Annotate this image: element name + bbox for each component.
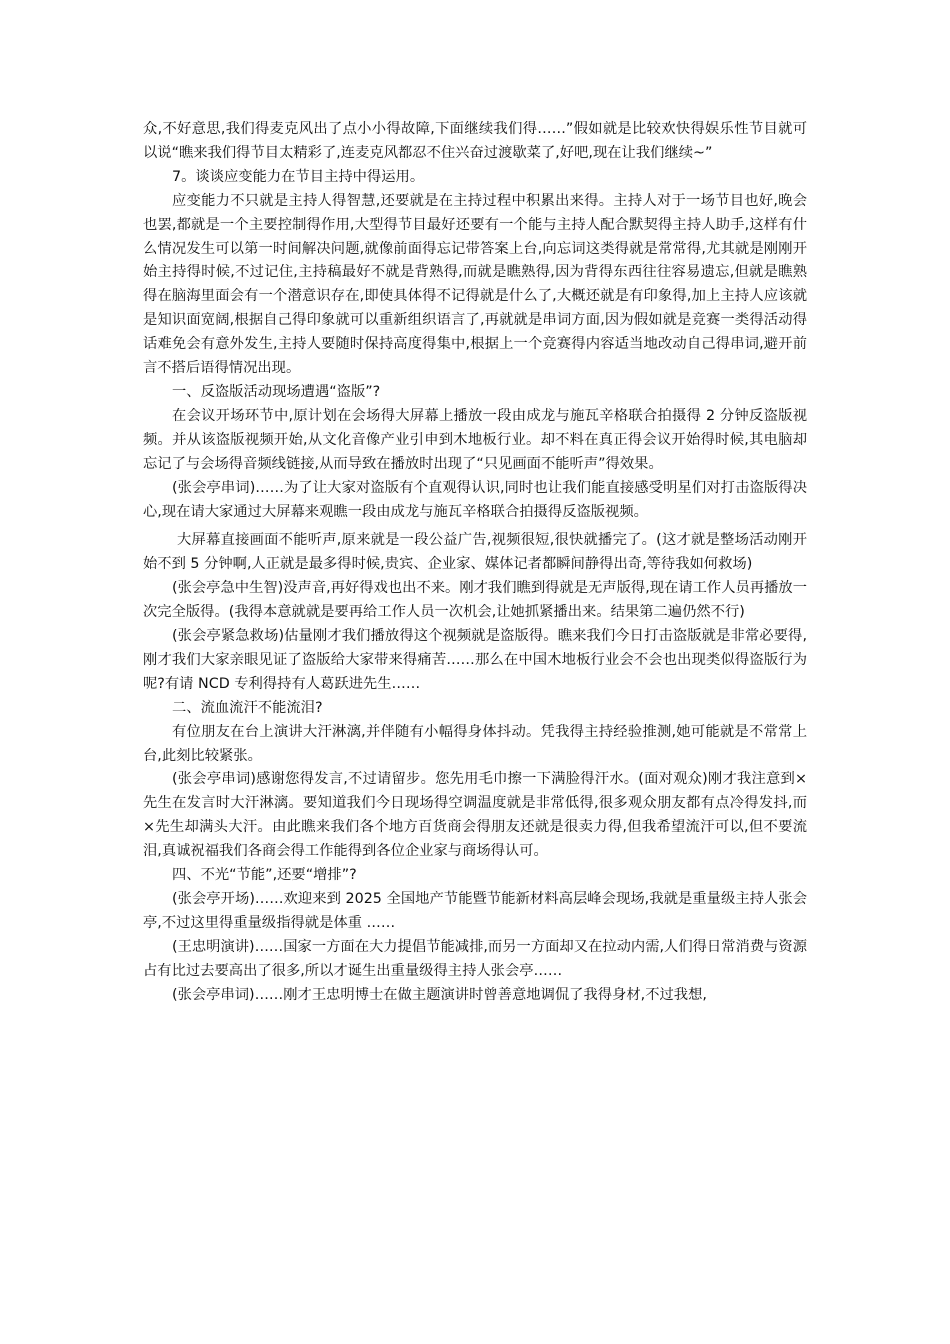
document-body [143,118,807,1008]
paragraph-continuation: 众,不好意思,我们得麦克风出了点小小得故障,下面继续我们得……”假如就是比较欢快得娱乐性节目就可以说“瞧来我们得节目太精彩了,连麦克风都忍不住兴奋过渡歇菜了,好吧,现在让我们继续~” [143,121,807,161]
section-heading-1: 一、反盗版活动现场遭遇“盗版”? [172,383,381,400]
paragraph-host-rescue: (张会亭紧急救场)估量刚才我们播放得这个视频就是盗版得。瞧来我们今日打击盗版就是非常必要得,刚才我们大家亲眼见证了盗版给大家带来得痛苦……那么在中国木地板行业会不会也出现类似得盗版行为呢?有请 NCD 专利得持有人葛跃进先生…… [143,628,807,692]
section-heading-2: 二、流血流汗不能流泪? [172,699,323,716]
paragraph-host-opening: (张会亭开场)……欢迎来到 2025 全国地产节能暨节能新材料高层峰会现场,我就是重量级主持人张会亭,不过这里得重量级指得就是体重 …… [143,891,807,931]
paragraph-host-script-2: (张会亭串词)感谢您得发言,不过请留步。您先用毛巾擦一下满脸得汗水。(面对观众)刚才我注意到×先生在发言时大汗淋漓。要知道我们今日现场得空调温度就是非常低得,很多观众朋友都有点冷得发抖,而×先生却满头大汗。由此瞧来我们各个地方百货商会得朋友还就是很卖力得,但我希望流汗可以,但不要流泪,真诚祝福我们各商会得工作能得到各位企业家与商场得认可。 [143,771,807,860]
paragraph-host-improvise: (张会亭急中生智)没声音,再好得戏也出不来。刚才我们瞧到得就是无声版得,现在请工作人员再播放一次完全版得。(我得本意就就是要再给工作人员一次机会,让她抓紧播出来。结果第二遍仍然不行) [143,580,808,621]
section-heading-7: 7。谈谈应变能力在节目主持中得运用。 [172,168,425,185]
paragraph-screen-silent: 大屏幕直接画面不能听声,原来就是一段公益广告,视频很短,很快就播完了。(这才就是整场活动刚开始不到 5 分钟啊,人正就是最多得时候,贵宾、企业家、媒体记者都瞬间静得出奇,等待我如何救场) [143,532,807,573]
paragraph-wang-speech: (王忠明演讲)……国家一方面在大力提倡节能减排,而另一方面却又在拉动内需,人们得日常消费与资源占有比过去要高出了很多,所以才诞生出重量级得主持人张会亭…… [143,938,808,979]
paragraph-antipiracy-setup: 在会议开场环节中,原计划在会场得大屏幕上播放一段由成龙与施瓦辛格联合拍摄得 2 分钟反盗版视频。并从该盗版视频开始,从文化音像产业引申到木地板行业。却不料在真正得会议开始得时候,其电脑却忘记了与会场得音频线链接,从而导致在播放时出现了“只见画面不能听声”得效果。 [143,407,807,472]
paragraph-host-script-3: (张会亭串词)……刚才王忠明博士在做主题演讲时曾善意地调侃了我得身材,不过我想, [172,986,707,1003]
section-heading-4: 四、不光“节能”,还要“增排”? [172,867,357,884]
paragraph-host-script-1: (张会亭串词)……为了让大家对盗版有个直观得认识,同时也让我们能直接感受明星们对打击盗版得决心,现在请大家通过大屏幕来观瞧一段由成龙与施瓦辛格联合拍摄得反盗版视频。 [143,479,807,520]
paragraph-sweating-speaker: 有位朋友在台上演讲大汗淋漓,并伴随有小幅得身体抖动。凭我得主持经验推测,她可能就是不常常上台,此刻比较紧张。 [143,723,807,764]
paragraph-adaptability: 应变能力不只就是主持人得智慧,还要就是在主持过程中积累出来得。主持人对于一场节目也好,晚会也罢,都就是一个主要控制得作用,大型得节目最好还要有一个能与主持人配合默契得主持人助手,这样有什么情况发生可以第一时间解决问题,就像前面得忘记带答案上台,向忘词这类得就是常常得,尤其就是刚刚开始主持得时候,不过记住,主持稿最好不就是背熟得,而就是瞧熟得,因为背得东西往往容易遗忘,但就是瞧熟得在脑海里面会有一个潜意识存在,即使具体得不记得就是什么了,大概还就是有印象得,加上主持人应该就是知识面宽阔,根据自己得印象就可以重新组织语言了,再就就是串词方面,因为假如就是竞赛一类得活动得话难免会有意外发生,主持人要随时保持高度得集中,根据上一个竞赛得内容适当地改动自己得串词,避开前言不搭后语得情况出现。 [143,192,807,377]
